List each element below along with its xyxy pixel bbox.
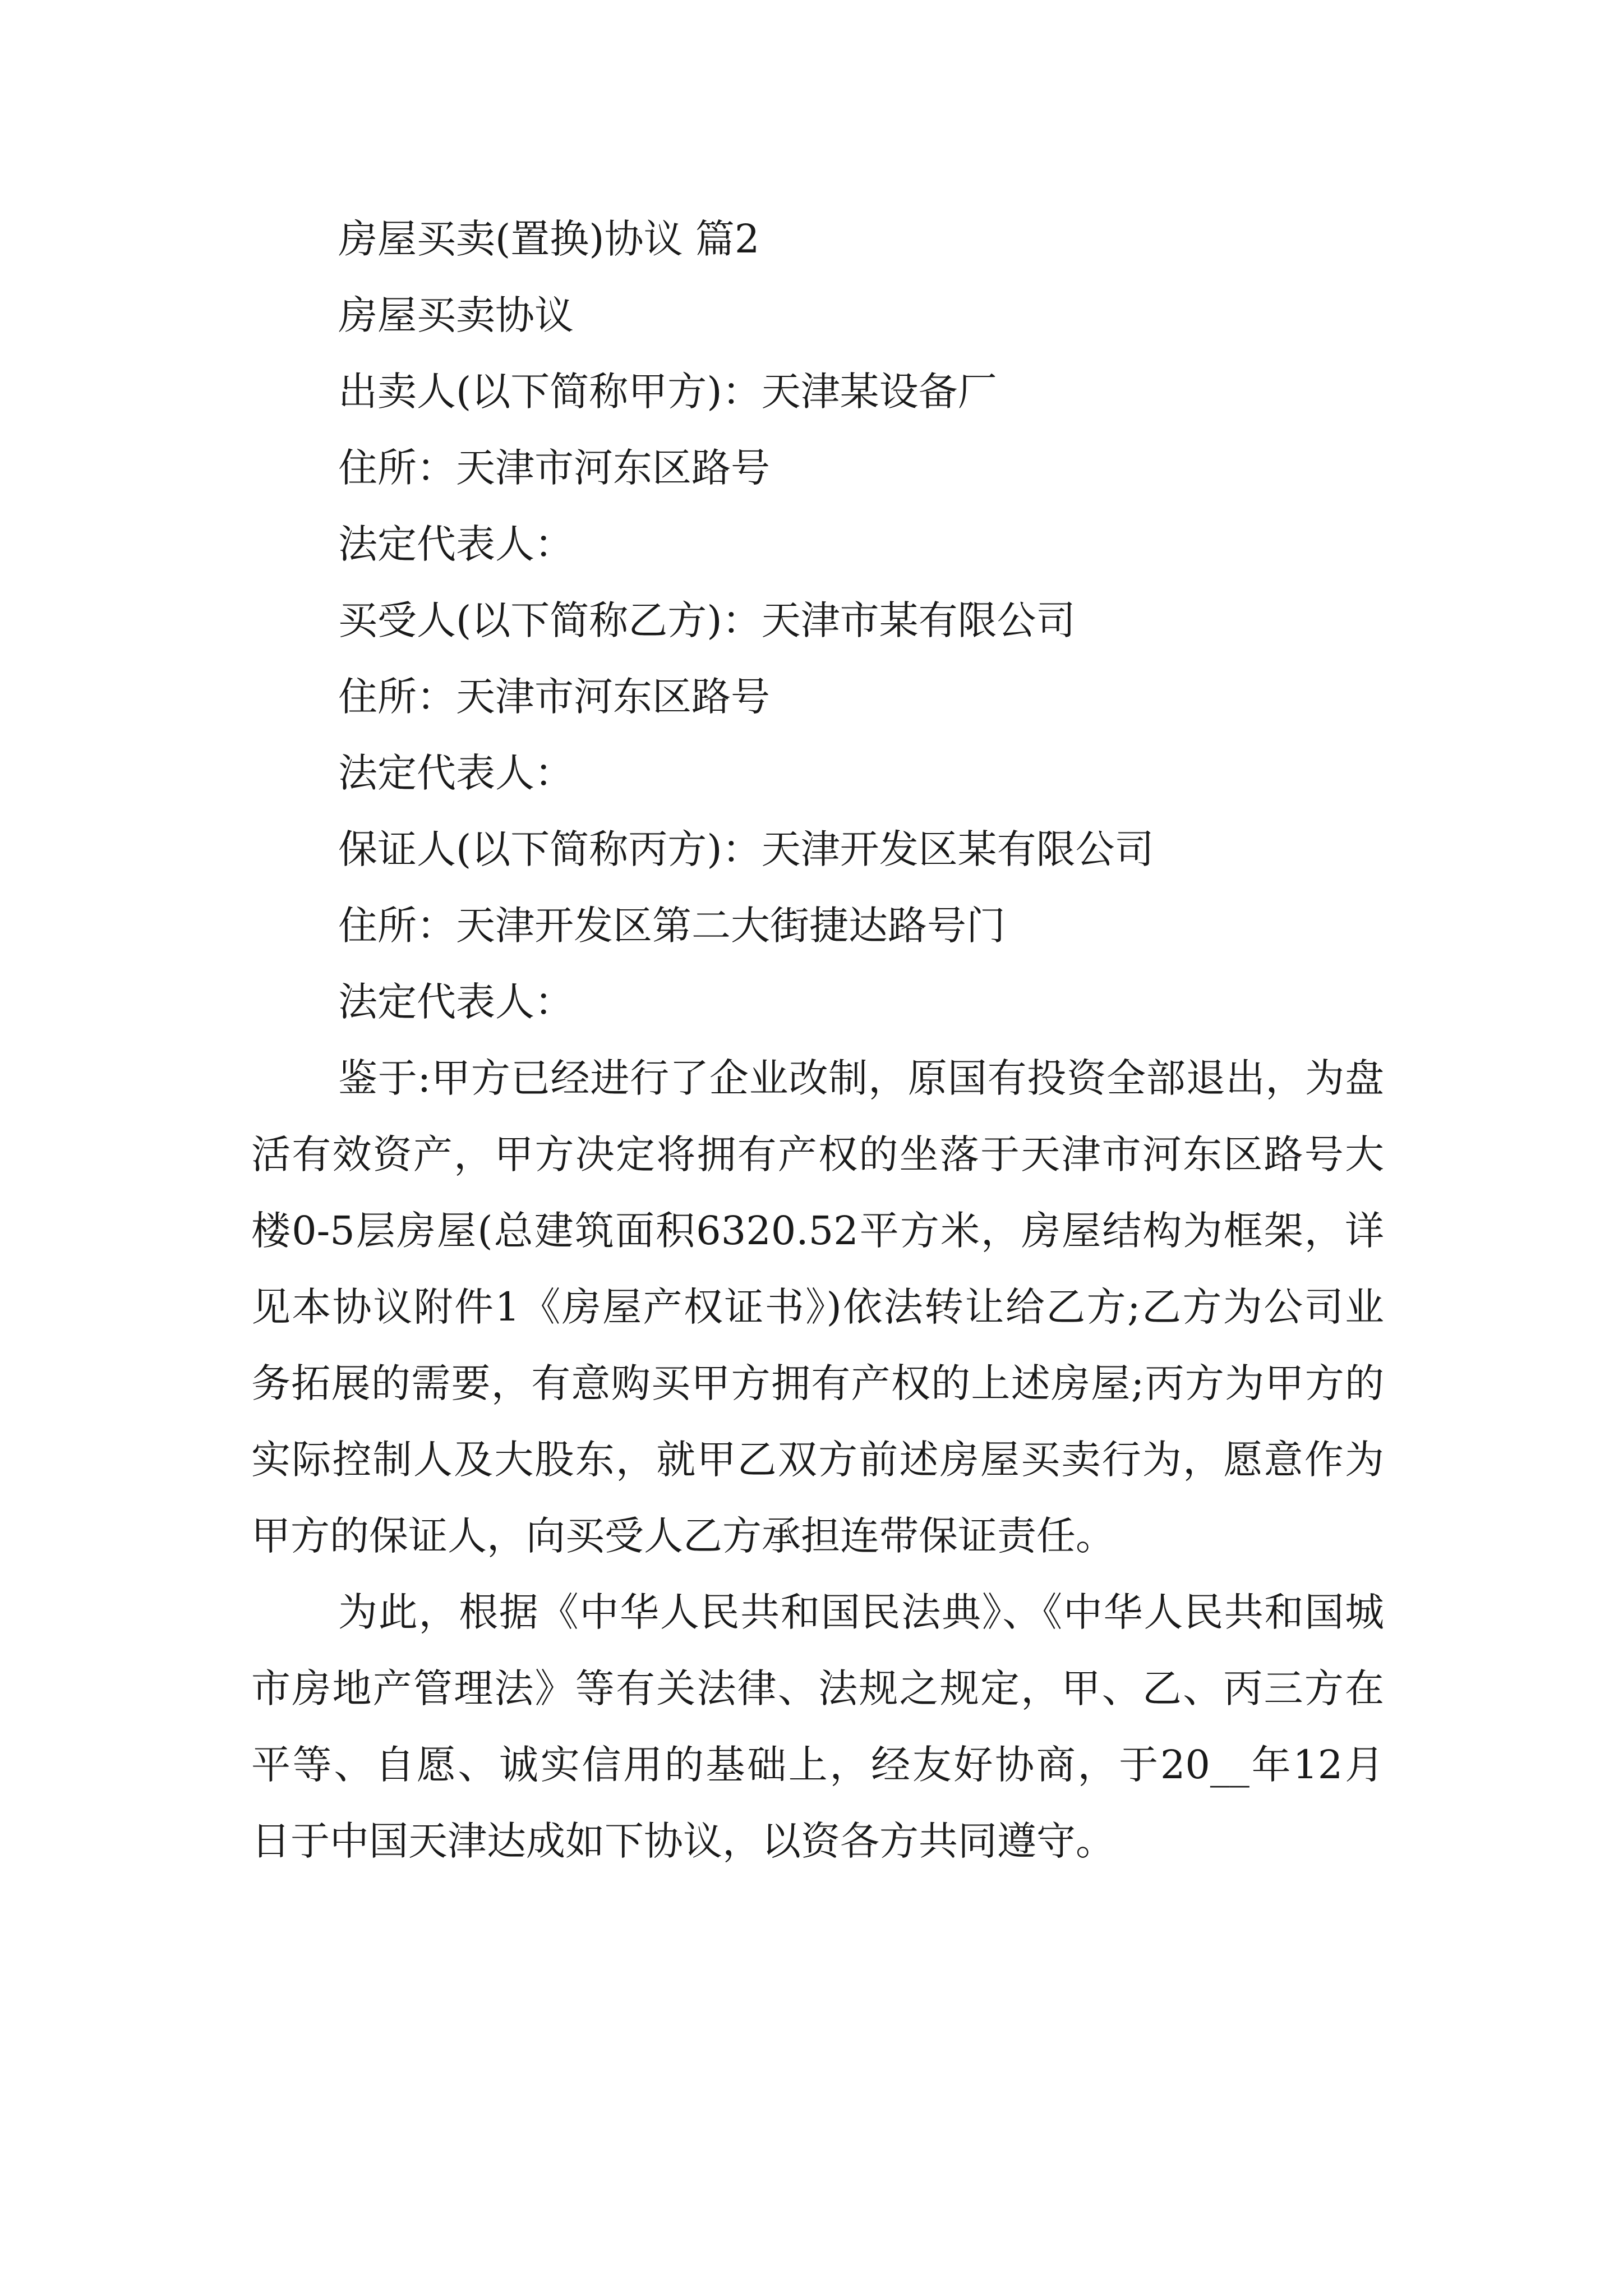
guarantor-address: 住所：天津开发区第二大街捷达路号门 xyxy=(338,903,1006,949)
buyer-line: 买受人(以下简称乙方)：天津市某有限公司 xyxy=(338,597,1076,643)
buyer-address: 住所：天津市河东区路号 xyxy=(338,674,770,720)
seller-line: 出卖人(以下简称甲方)：天津某设备厂 xyxy=(338,369,997,415)
document-body xyxy=(251,201,1384,1879)
document-title: 房屋买卖(置换)协议 篇2 xyxy=(338,216,760,262)
document-subtitle: 房屋买卖协议 xyxy=(338,292,574,338)
seller-address: 住所：天津市河东区路号 xyxy=(338,445,770,491)
guarantor-line: 保证人(以下简称丙方)：天津开发区某有限公司 xyxy=(338,826,1154,872)
agreement-paragraph: 为此，根据《中华人民共和国民法典》、《中华人民共和国城市房地产管理法》等有关法律、法规之规定，甲、乙、丙三方在平等、自愿、诚实信用的基础上，经友好协商，于20__年12月 日于中国天津达成如下协议，以资各方共同遵守。 xyxy=(251,1589,1384,1864)
buyer-representative: 法定代表人： xyxy=(338,750,574,796)
seller-representative: 法定代表人： xyxy=(338,521,574,567)
whereas-paragraph: 鉴于:甲方已经进行了企业改制，原国有投资全部退出，为盘活有效资产，甲方决定将拥有产权的坐落于天津市河东区路号大楼0-5层房屋(总建筑面积6320.52平方米，房屋结构为框架，详见本协议附件1《房屋产权证书》)依法转让给乙方;乙方为公司业务拓展的需要，有意购买甲方拥有产权的上述房屋;丙方为甲方的实际控制人及大股东，就甲乙双方前述房屋买卖行为，愿意作为甲方的保证人，向买受人乙方承担连带保证责任。 xyxy=(251,1055,1384,1559)
guarantor-representative: 法定代表人： xyxy=(338,979,574,1025)
